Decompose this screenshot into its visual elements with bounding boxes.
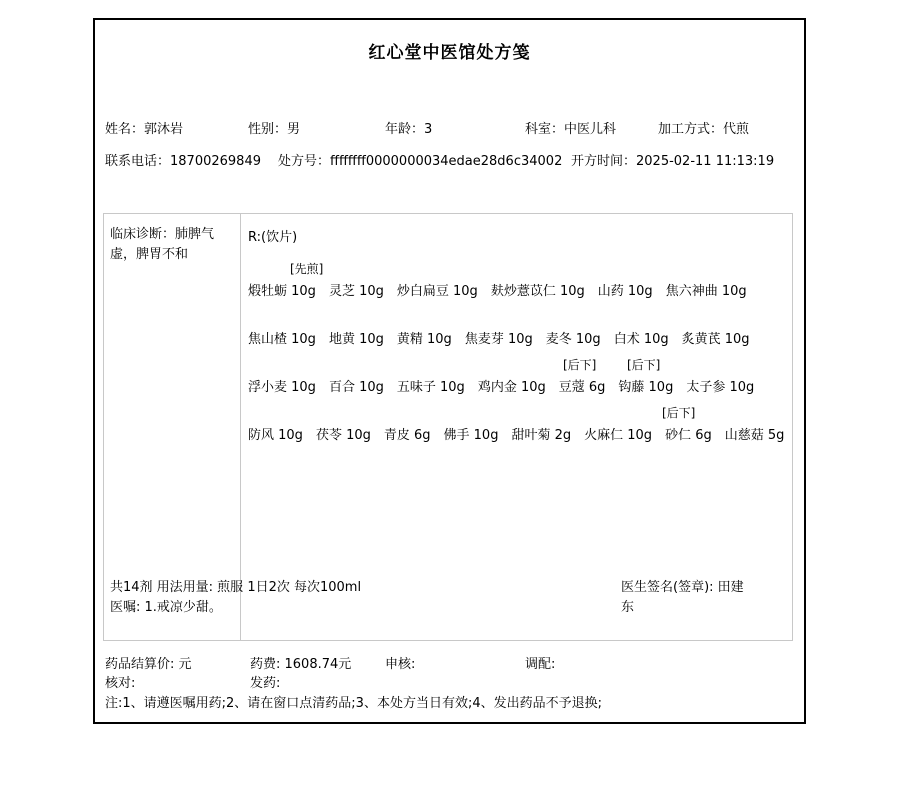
patient-department-label: 科室： xyxy=(525,122,565,137)
herb-item: 豆蔻 6g xyxy=(558,380,606,395)
herb-line-1 xyxy=(248,280,792,302)
herb-item: 山慈菇 5g xyxy=(724,428,785,443)
check-field: 核对: xyxy=(105,676,136,691)
usage-block xyxy=(110,578,361,618)
patient-age-field xyxy=(385,118,432,137)
settle-price-label: 药品结算价: xyxy=(105,657,179,672)
decoction-annotation: [后下] xyxy=(627,358,661,372)
settle-price-value: 元 xyxy=(178,657,192,672)
herb-item: 砂仁 6g xyxy=(665,428,712,443)
herb-item: 麸炒薏苡仁 10g xyxy=(490,284,585,299)
patient-name-value: 郭沐岩 xyxy=(144,122,184,137)
herb-item: 煅牡蛎 10g xyxy=(248,284,316,299)
patient-gender-label: 性别： xyxy=(248,122,288,137)
herb-item: 太子参 10g xyxy=(686,380,755,395)
footer-note: 注:1、请遵医嘱用药;2、请在窗口点清药品;3、本处方当日有效;4、发出药品不予退换; xyxy=(105,696,602,711)
herb-item: 焦六神曲 10g xyxy=(665,284,747,299)
prescription-sheet xyxy=(93,18,806,724)
herb-item: 焦麦芽 10g xyxy=(464,332,533,347)
prescription-box xyxy=(103,213,793,641)
patient-department-field xyxy=(525,118,616,137)
herb-item: 焦山楂 10g xyxy=(248,332,316,347)
herb-item: 山药 10g xyxy=(597,284,653,299)
annotation-row xyxy=(248,398,792,424)
decoction-annotation: [先煎] xyxy=(290,262,324,276)
processing-method-label: 加工方式： xyxy=(658,122,724,137)
issue-time-field xyxy=(571,150,774,169)
fee-field xyxy=(250,653,351,672)
rx-header: R:(饮片) xyxy=(248,230,298,245)
herb-line-3 xyxy=(248,376,792,398)
issue-time-value: 2025-02-11 11:13:19 xyxy=(636,154,775,169)
doctor-signature-value: 田建东 xyxy=(621,580,744,615)
diagnosis-panel xyxy=(104,214,241,640)
herb-item: 炙黄芪 10g xyxy=(681,332,750,347)
prescription-content xyxy=(242,214,792,640)
dosage-summary: 共14剂 用法用量: 煎服 1日2次 每次100ml xyxy=(110,580,362,595)
fee-label: 药费: xyxy=(250,657,285,672)
herb-item: 钩藤 10g xyxy=(618,380,674,395)
herb-item: 防风 10g xyxy=(248,428,303,443)
patient-department-value: 中医儿科 xyxy=(564,122,617,137)
herb-line-2 xyxy=(248,328,792,350)
herb-item: 白术 10g xyxy=(613,332,669,347)
rx-number-value: ffffffff0000000034edae28d6c34002 xyxy=(330,154,563,169)
patient-phone-value: 18700269849 xyxy=(170,154,261,169)
patient-gender-value: 男 xyxy=(287,122,301,137)
patient-phone-label: 联系电话： xyxy=(105,154,171,169)
page-title: 红心堂中医馆处方笺 xyxy=(368,43,531,63)
diagnosis-value: 肺脾气虚，脾胃不和 xyxy=(110,227,215,263)
herb-item: 甜叶菊 2g xyxy=(511,428,572,443)
rx-number-field xyxy=(278,150,562,169)
annotation-row xyxy=(248,254,792,280)
herb-item: 炒白扁豆 10g xyxy=(396,284,478,299)
patient-age-value: 3 xyxy=(424,122,433,137)
fee-value: 1608.74元 xyxy=(284,657,352,672)
doctor-signature-label: 医生签名(签章): xyxy=(621,580,718,595)
processing-method-value: 代煎 xyxy=(723,122,750,137)
patient-age-label: 年龄： xyxy=(385,122,425,137)
review-field: 申核: xyxy=(385,657,416,672)
herb-item: 黄精 10g xyxy=(396,332,452,347)
processing-method-field xyxy=(658,118,749,137)
patient-phone-field xyxy=(105,150,261,169)
herb-item: 佛手 10g xyxy=(443,428,499,443)
herb-line-4 xyxy=(248,424,792,446)
patient-gender-field xyxy=(248,118,300,137)
doctor-advice: 医嘱: 1.戒凉少甜。 xyxy=(110,600,222,615)
herb-item: 百合 10g xyxy=(328,380,384,395)
issue-time-label: 开方时间： xyxy=(571,154,637,169)
decoction-annotation: [后下] xyxy=(662,406,696,420)
decoction-annotation: [后下] xyxy=(563,358,597,372)
patient-name-field xyxy=(105,118,183,137)
patient-name-label: 姓名： xyxy=(105,122,145,137)
annotation-row xyxy=(248,350,792,376)
herb-item: 地黄 10g xyxy=(328,332,384,347)
herb-item: 麦冬 10g xyxy=(545,332,601,347)
dispense-field: 发药: xyxy=(250,676,281,691)
herb-item: 火麻仁 10g xyxy=(584,428,653,443)
doctor-signature xyxy=(621,578,751,618)
herb-item: 青皮 6g xyxy=(383,428,431,443)
herb-item: 浮小麦 10g xyxy=(248,380,316,395)
prepare-field: 调配: xyxy=(525,657,556,672)
rx-number-label: 处方号： xyxy=(278,154,331,169)
settle-price-field xyxy=(105,653,192,672)
herb-item: 五味子 10g xyxy=(396,380,465,395)
diagnosis-label: 临床诊断： xyxy=(110,227,176,242)
annotation-row xyxy=(248,302,792,328)
herb-item: 茯苓 10g xyxy=(315,428,371,443)
herb-item: 鸡内金 10g xyxy=(477,380,546,395)
herb-item: 灵芝 10g xyxy=(328,284,384,299)
